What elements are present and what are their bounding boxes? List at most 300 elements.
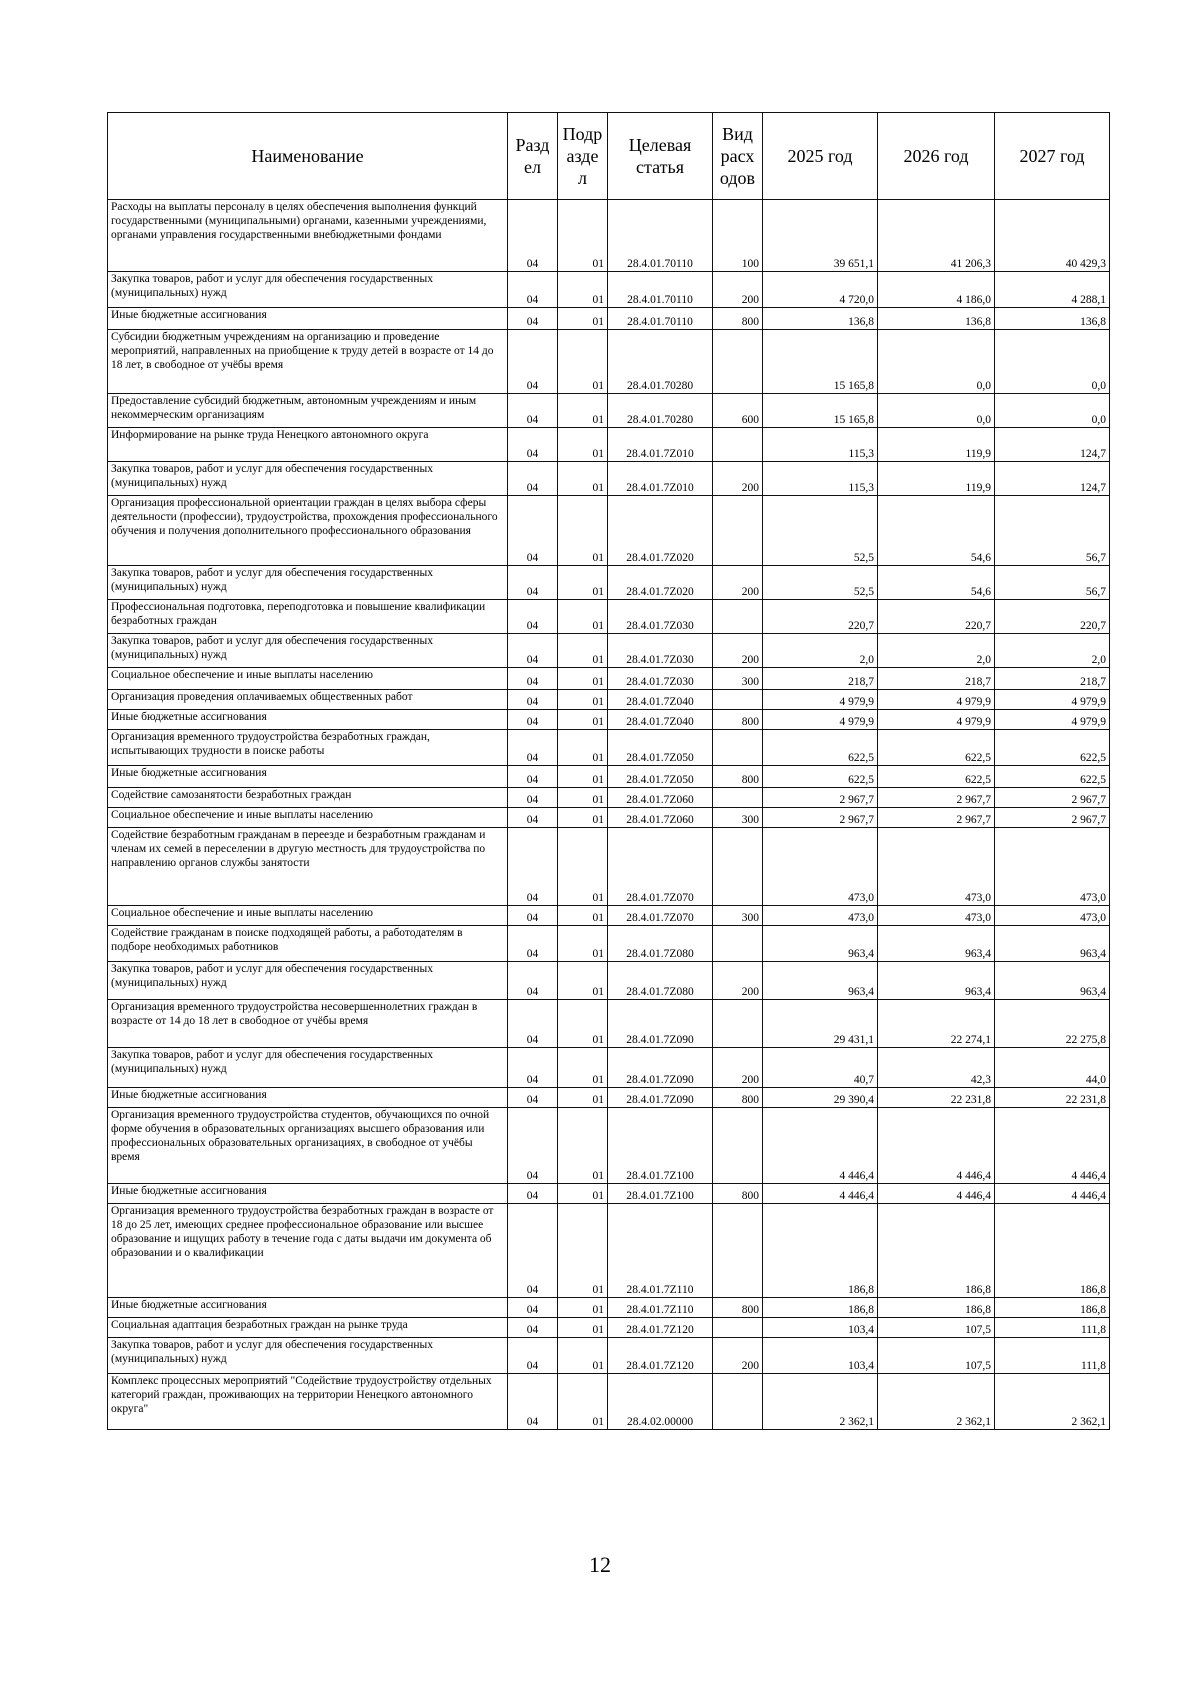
row-2025: 29 431,1 bbox=[763, 1000, 878, 1048]
row-section: 04 bbox=[508, 926, 558, 962]
row-name: Иные бюджетные ассигнования bbox=[108, 308, 508, 330]
table-row bbox=[108, 634, 1110, 668]
row-subsection: 01 bbox=[558, 1184, 608, 1204]
row-2025: 115,3 bbox=[763, 428, 878, 462]
row-section: 04 bbox=[508, 1108, 558, 1184]
row-name: Иные бюджетные ассигнования bbox=[108, 1298, 508, 1318]
row-2025: 15 165,8 bbox=[763, 330, 878, 394]
row-section: 04 bbox=[508, 668, 558, 690]
row-2025: 2 967,7 bbox=[763, 788, 878, 808]
table-row bbox=[108, 1338, 1110, 1374]
row-target: 28.4.01.7Z110 bbox=[608, 1298, 713, 1318]
row-2025: 218,7 bbox=[763, 668, 878, 690]
table-row bbox=[108, 566, 1110, 600]
table-row bbox=[108, 906, 1110, 926]
row-exptype: 800 bbox=[713, 710, 763, 730]
table-row bbox=[108, 1318, 1110, 1338]
row-name: Закупка товаров, работ и услуг для обеспечения государственных (муниципальных) нужд bbox=[108, 1048, 508, 1088]
row-2025: 622,5 bbox=[763, 766, 878, 788]
row-2026: 218,7 bbox=[878, 668, 995, 690]
header-2026: 2026 год bbox=[878, 113, 995, 200]
row-2026: 119,9 bbox=[878, 462, 995, 496]
row-2025: 186,8 bbox=[763, 1204, 878, 1298]
table-row bbox=[108, 710, 1110, 730]
row-exptype bbox=[713, 828, 763, 906]
row-name: Закупка товаров, работ и услуг для обеспечения государственных (муниципальных) нужд bbox=[108, 462, 508, 496]
row-exptype: 200 bbox=[713, 272, 763, 308]
row-exptype: 800 bbox=[713, 766, 763, 788]
table-row bbox=[108, 668, 1110, 690]
row-2027: 473,0 bbox=[995, 828, 1110, 906]
row-2026: 186,8 bbox=[878, 1204, 995, 1298]
row-section: 04 bbox=[508, 200, 558, 272]
row-target: 28.4.01.7Z030 bbox=[608, 600, 713, 634]
row-2025: 963,4 bbox=[763, 962, 878, 1000]
row-target: 28.4.01.7Z080 bbox=[608, 962, 713, 1000]
row-target: 28.4.01.7Z090 bbox=[608, 1000, 713, 1048]
row-2026: 4 446,4 bbox=[878, 1184, 995, 1204]
row-2025: 4 446,4 bbox=[763, 1184, 878, 1204]
row-2027: 22 275,8 bbox=[995, 1000, 1110, 1048]
row-subsection: 01 bbox=[558, 926, 608, 962]
row-2027: 56,7 bbox=[995, 496, 1110, 566]
row-2025: 4 446,4 bbox=[763, 1108, 878, 1184]
row-target: 28.4.01.7Z070 bbox=[608, 906, 713, 926]
row-2026: 622,5 bbox=[878, 730, 995, 766]
table-row bbox=[108, 272, 1110, 308]
row-2025: 2,0 bbox=[763, 634, 878, 668]
row-target: 28.4.01.7Z090 bbox=[608, 1048, 713, 1088]
row-2027: 40 429,3 bbox=[995, 200, 1110, 272]
row-section: 04 bbox=[508, 1184, 558, 1204]
row-subsection: 01 bbox=[558, 808, 608, 828]
row-subsection: 01 bbox=[558, 1338, 608, 1374]
row-section: 04 bbox=[508, 1318, 558, 1338]
row-2027: 0,0 bbox=[995, 330, 1110, 394]
row-subsection: 01 bbox=[558, 766, 608, 788]
row-2027: 136,8 bbox=[995, 308, 1110, 330]
table-row bbox=[108, 330, 1110, 394]
row-2026: 4 186,0 bbox=[878, 272, 995, 308]
row-name: Комплекс процессных мероприятий "Содействие трудоустройству отдельных категорий граждан, проживающих на территории Ненецкого автономного округа" bbox=[108, 1374, 508, 1430]
row-2025: 473,0 bbox=[763, 906, 878, 926]
row-subsection: 01 bbox=[558, 1088, 608, 1108]
row-name: Субсидии бюджетным учреждениям на организацию и проведение мероприятий, направленных на приобщение к труду детей в возрасте от 14 до 18 лет, в свободное от учёбы время bbox=[108, 330, 508, 394]
table-row bbox=[108, 926, 1110, 962]
row-target: 28.4.01.70110 bbox=[608, 272, 713, 308]
page-number: 12 bbox=[589, 1552, 611, 1577]
row-name: Организация временного трудоустройства безработных граждан в возрасте от 18 до 25 лет, имеющих среднее профессиональное образование или высшее образование и ищущих работу в течение года с даты выдачи им документа об образовании и о квалификации bbox=[108, 1204, 508, 1298]
budget-table bbox=[107, 112, 1110, 1430]
row-2025: 2 362,1 bbox=[763, 1374, 878, 1430]
row-exptype bbox=[713, 1374, 763, 1430]
row-exptype: 600 bbox=[713, 394, 763, 428]
row-exptype bbox=[713, 496, 763, 566]
row-exptype bbox=[713, 1108, 763, 1184]
row-2025: 29 390,4 bbox=[763, 1088, 878, 1108]
row-exptype bbox=[713, 1204, 763, 1298]
table-row bbox=[108, 1298, 1110, 1318]
row-section: 04 bbox=[508, 394, 558, 428]
row-2026: 4 979,9 bbox=[878, 710, 995, 730]
row-2025: 4 979,9 bbox=[763, 710, 878, 730]
row-section: 04 bbox=[508, 462, 558, 496]
row-exptype: 800 bbox=[713, 308, 763, 330]
row-section: 04 bbox=[508, 308, 558, 330]
row-subsection: 01 bbox=[558, 1108, 608, 1184]
row-2025: 115,3 bbox=[763, 462, 878, 496]
row-2026: 54,6 bbox=[878, 566, 995, 600]
row-2026: 22 231,8 bbox=[878, 1088, 995, 1108]
row-2027: 22 231,8 bbox=[995, 1088, 1110, 1108]
row-name: Организация профессиональной ориентации граждан в целях выбора сферы деятельности (профессии), трудоустройства, прохождения профессионального обучения и получения дополнительного профессионального образования bbox=[108, 496, 508, 566]
row-name: Организация временного трудоустройства несовершеннолетних граждан в возрасте от 14 до 18 лет в свободное от учёбы время bbox=[108, 1000, 508, 1048]
row-2027: 56,7 bbox=[995, 566, 1110, 600]
row-name: Социальная адаптация безработных граждан на рынке труда bbox=[108, 1318, 508, 1338]
row-2027: 2 967,7 bbox=[995, 788, 1110, 808]
row-subsection: 01 bbox=[558, 428, 608, 462]
row-2025: 963,4 bbox=[763, 926, 878, 962]
row-subsection: 01 bbox=[558, 1318, 608, 1338]
row-section: 04 bbox=[508, 906, 558, 926]
header-2027: 2027 год bbox=[995, 113, 1110, 200]
row-exptype bbox=[713, 428, 763, 462]
row-subsection: 01 bbox=[558, 1374, 608, 1430]
row-subsection: 01 bbox=[558, 566, 608, 600]
row-subsection: 01 bbox=[558, 634, 608, 668]
row-section: 04 bbox=[508, 428, 558, 462]
row-2025: 2 967,7 bbox=[763, 808, 878, 828]
row-section: 04 bbox=[508, 1298, 558, 1318]
row-2027: 4 979,9 bbox=[995, 710, 1110, 730]
row-2025: 15 165,8 bbox=[763, 394, 878, 428]
table-row bbox=[108, 1000, 1110, 1048]
row-2025: 103,4 bbox=[763, 1338, 878, 1374]
row-section: 04 bbox=[508, 1048, 558, 1088]
row-2027: 111,8 bbox=[995, 1318, 1110, 1338]
row-target: 28.4.01.7Z030 bbox=[608, 634, 713, 668]
row-target: 28.4.01.70110 bbox=[608, 308, 713, 330]
row-2026: 963,4 bbox=[878, 962, 995, 1000]
table-body bbox=[108, 200, 1110, 1430]
header-exptype: Вид расх одов bbox=[713, 113, 763, 200]
row-section: 04 bbox=[508, 600, 558, 634]
row-2026: 107,5 bbox=[878, 1338, 995, 1374]
row-target: 28.4.01.7Z080 bbox=[608, 926, 713, 962]
table-row bbox=[108, 428, 1110, 462]
table-row bbox=[108, 730, 1110, 766]
row-name: Иные бюджетные ассигнования bbox=[108, 1184, 508, 1204]
row-section: 04 bbox=[508, 1338, 558, 1374]
header-2025: 2025 год bbox=[763, 113, 878, 200]
row-2027: 2,0 bbox=[995, 634, 1110, 668]
row-target: 28.4.01.7Z040 bbox=[608, 690, 713, 710]
row-exptype: 800 bbox=[713, 1088, 763, 1108]
table-row bbox=[108, 1374, 1110, 1430]
row-section: 04 bbox=[508, 1204, 558, 1298]
table-row bbox=[108, 462, 1110, 496]
row-subsection: 01 bbox=[558, 690, 608, 710]
row-2027: 218,7 bbox=[995, 668, 1110, 690]
row-exptype bbox=[713, 788, 763, 808]
row-section: 04 bbox=[508, 828, 558, 906]
row-section: 04 bbox=[508, 808, 558, 828]
row-subsection: 01 bbox=[558, 788, 608, 808]
row-name: Организация временного трудоустройства безработных граждан, испытывающих трудности в поиске работы bbox=[108, 730, 508, 766]
row-exptype: 200 bbox=[713, 1048, 763, 1088]
row-target: 28.4.01.7Z050 bbox=[608, 766, 713, 788]
row-2026: 473,0 bbox=[878, 906, 995, 926]
row-2025: 4 979,9 bbox=[763, 690, 878, 710]
header-name: Наименование bbox=[108, 113, 508, 200]
table-row bbox=[108, 496, 1110, 566]
row-target: 28.4.01.70280 bbox=[608, 394, 713, 428]
row-2026: 4 979,9 bbox=[878, 690, 995, 710]
row-name: Иные бюджетные ассигнования bbox=[108, 1088, 508, 1108]
row-2026: 54,6 bbox=[878, 496, 995, 566]
row-subsection: 01 bbox=[558, 730, 608, 766]
table-row bbox=[108, 600, 1110, 634]
row-2026: 119,9 bbox=[878, 428, 995, 462]
row-subsection: 01 bbox=[558, 1204, 608, 1298]
row-target: 28.4.01.7Z100 bbox=[608, 1184, 713, 1204]
row-name: Закупка товаров, работ и услуг для обеспечения государственных (муниципальных) нужд bbox=[108, 566, 508, 600]
row-exptype: 300 bbox=[713, 668, 763, 690]
row-section: 04 bbox=[508, 1000, 558, 1048]
row-exptype: 300 bbox=[713, 808, 763, 828]
row-target: 28.4.01.7Z070 bbox=[608, 828, 713, 906]
row-name: Иные бюджетные ассигнования bbox=[108, 766, 508, 788]
row-2026: 963,4 bbox=[878, 926, 995, 962]
table-row bbox=[108, 1088, 1110, 1108]
row-2026: 107,5 bbox=[878, 1318, 995, 1338]
table-row bbox=[108, 1108, 1110, 1184]
row-target: 28.4.01.7Z020 bbox=[608, 496, 713, 566]
row-name: Информирование на рынке труда Ненецкого автономного округа bbox=[108, 428, 508, 462]
row-section: 04 bbox=[508, 962, 558, 1000]
row-2027: 186,8 bbox=[995, 1298, 1110, 1318]
row-name: Расходы на выплаты персоналу в целях обеспечения выполнения функций государственными (муниципальными) органами, казенными учреждениями, органами управления государственными внебюджетными фондами bbox=[108, 200, 508, 272]
row-name: Социальное обеспечение и иные выплаты населению bbox=[108, 808, 508, 828]
row-subsection: 01 bbox=[558, 1000, 608, 1048]
row-2025: 136,8 bbox=[763, 308, 878, 330]
row-target: 28.4.01.7Z120 bbox=[608, 1318, 713, 1338]
row-section: 04 bbox=[508, 710, 558, 730]
row-exptype: 200 bbox=[713, 962, 763, 1000]
row-exptype bbox=[713, 730, 763, 766]
row-2026: 0,0 bbox=[878, 330, 995, 394]
header-subsection: Подр азде л bbox=[558, 113, 608, 200]
row-2025: 103,4 bbox=[763, 1318, 878, 1338]
row-target: 28.4.01.7Z090 bbox=[608, 1088, 713, 1108]
row-target: 28.4.01.7Z010 bbox=[608, 462, 713, 496]
row-target: 28.4.01.7Z030 bbox=[608, 668, 713, 690]
row-name: Социальное обеспечение и иные выплаты населению bbox=[108, 668, 508, 690]
row-target: 28.4.01.7Z040 bbox=[608, 710, 713, 730]
row-section: 04 bbox=[508, 330, 558, 394]
row-2026: 220,7 bbox=[878, 600, 995, 634]
row-subsection: 01 bbox=[558, 200, 608, 272]
row-target: 28.4.01.7Z060 bbox=[608, 808, 713, 828]
row-2026: 2 967,7 bbox=[878, 808, 995, 828]
row-2026: 22 274,1 bbox=[878, 1000, 995, 1048]
table-row bbox=[108, 200, 1110, 272]
row-exptype bbox=[713, 926, 763, 962]
row-2026: 4 446,4 bbox=[878, 1108, 995, 1184]
row-exptype bbox=[713, 330, 763, 394]
row-2025: 52,5 bbox=[763, 496, 878, 566]
row-2025: 39 651,1 bbox=[763, 200, 878, 272]
table-row bbox=[108, 766, 1110, 788]
row-2026: 41 206,3 bbox=[878, 200, 995, 272]
row-subsection: 01 bbox=[558, 330, 608, 394]
row-2026: 2 967,7 bbox=[878, 788, 995, 808]
row-subsection: 01 bbox=[558, 308, 608, 330]
row-subsection: 01 bbox=[558, 496, 608, 566]
row-target: 28.4.01.7Z110 bbox=[608, 1204, 713, 1298]
row-section: 04 bbox=[508, 1374, 558, 1430]
row-2025: 186,8 bbox=[763, 1298, 878, 1318]
row-name: Содействие безработным гражданам в переезде и безработным гражданам и членам их семей в переселении в другую местность для трудоустройства по направлению органов службы занятости bbox=[108, 828, 508, 906]
row-exptype: 300 bbox=[713, 906, 763, 926]
row-exptype: 800 bbox=[713, 1298, 763, 1318]
table-row bbox=[108, 1204, 1110, 1298]
row-2027: 220,7 bbox=[995, 600, 1110, 634]
row-section: 04 bbox=[508, 496, 558, 566]
row-subsection: 01 bbox=[558, 462, 608, 496]
row-section: 04 bbox=[508, 1088, 558, 1108]
row-2026: 622,5 bbox=[878, 766, 995, 788]
row-2027: 44,0 bbox=[995, 1048, 1110, 1088]
row-2027: 4 979,9 bbox=[995, 690, 1110, 710]
row-exptype: 200 bbox=[713, 566, 763, 600]
row-exptype: 800 bbox=[713, 1184, 763, 1204]
row-subsection: 01 bbox=[558, 1298, 608, 1318]
row-2027: 4 446,4 bbox=[995, 1108, 1110, 1184]
row-section: 04 bbox=[508, 766, 558, 788]
row-2026: 0,0 bbox=[878, 394, 995, 428]
header-target: Целевая статья bbox=[608, 113, 713, 200]
row-2026: 2,0 bbox=[878, 634, 995, 668]
row-target: 28.4.01.7Z060 bbox=[608, 788, 713, 808]
row-section: 04 bbox=[508, 730, 558, 766]
row-exptype: 200 bbox=[713, 1338, 763, 1374]
row-2027: 111,8 bbox=[995, 1338, 1110, 1374]
row-exptype bbox=[713, 690, 763, 710]
row-subsection: 01 bbox=[558, 272, 608, 308]
table-row bbox=[108, 828, 1110, 906]
row-subsection: 01 bbox=[558, 394, 608, 428]
row-exptype: 100 bbox=[713, 200, 763, 272]
table-row bbox=[108, 1048, 1110, 1088]
row-2027: 2 362,1 bbox=[995, 1374, 1110, 1430]
row-2027: 186,8 bbox=[995, 1204, 1110, 1298]
row-2025: 4 720,0 bbox=[763, 272, 878, 308]
row-target: 28.4.01.7Z050 bbox=[608, 730, 713, 766]
row-section: 04 bbox=[508, 788, 558, 808]
row-name: Организация проведения оплачиваемых общественных работ bbox=[108, 690, 508, 710]
row-2027: 124,7 bbox=[995, 462, 1110, 496]
row-section: 04 bbox=[508, 272, 558, 308]
row-target: 28.4.01.7Z020 bbox=[608, 566, 713, 600]
row-name: Социальное обеспечение и иные выплаты населению bbox=[108, 906, 508, 926]
row-target: 28.4.02.00000 bbox=[608, 1374, 713, 1430]
row-2027: 2 967,7 bbox=[995, 808, 1110, 828]
table-row bbox=[108, 308, 1110, 330]
row-exptype: 200 bbox=[713, 462, 763, 496]
row-name: Иные бюджетные ассигнования bbox=[108, 710, 508, 730]
row-section: 04 bbox=[508, 690, 558, 710]
row-2026: 42,3 bbox=[878, 1048, 995, 1088]
row-name: Предоставление субсидий бюджетным, автономным учреждениям и иным некоммерческим организациям bbox=[108, 394, 508, 428]
row-2027: 622,5 bbox=[995, 766, 1110, 788]
row-2025: 473,0 bbox=[763, 828, 878, 906]
row-2026: 2 362,1 bbox=[878, 1374, 995, 1430]
row-subsection: 01 bbox=[558, 600, 608, 634]
row-name: Организация временного трудоустройства студентов, обучающихся по очной форме обучения в образовательных организациях высшего образования или профессиональных образовательных организациях, в свободное от учёбы время bbox=[108, 1108, 508, 1184]
row-2027: 4 288,1 bbox=[995, 272, 1110, 308]
row-2026: 473,0 bbox=[878, 828, 995, 906]
row-2027: 963,4 bbox=[995, 926, 1110, 962]
row-2027: 0,0 bbox=[995, 394, 1110, 428]
row-2026: 136,8 bbox=[878, 308, 995, 330]
row-2025: 40,7 bbox=[763, 1048, 878, 1088]
row-subsection: 01 bbox=[558, 962, 608, 1000]
table-row bbox=[108, 962, 1110, 1000]
row-name: Профессиональная подготовка, переподготовка и повышение квалификации безработных граждан bbox=[108, 600, 508, 634]
row-subsection: 01 bbox=[558, 668, 608, 690]
header-row bbox=[108, 113, 1110, 200]
row-2027: 124,7 bbox=[995, 428, 1110, 462]
row-subsection: 01 bbox=[558, 828, 608, 906]
row-2026: 186,8 bbox=[878, 1298, 995, 1318]
row-subsection: 01 bbox=[558, 710, 608, 730]
table-row bbox=[108, 394, 1110, 428]
row-exptype bbox=[713, 1000, 763, 1048]
row-2025: 220,7 bbox=[763, 600, 878, 634]
row-subsection: 01 bbox=[558, 906, 608, 926]
table-row bbox=[108, 788, 1110, 808]
row-exptype bbox=[713, 600, 763, 634]
row-name: Закупка товаров, работ и услуг для обеспечения государственных (муниципальных) нужд bbox=[108, 1338, 508, 1374]
row-target: 28.4.01.70110 bbox=[608, 200, 713, 272]
row-target: 28.4.01.7Z010 bbox=[608, 428, 713, 462]
row-name: Содействие самозанятости безработных граждан bbox=[108, 788, 508, 808]
header-section: Разд ел bbox=[508, 113, 558, 200]
row-2027: 473,0 bbox=[995, 906, 1110, 926]
row-exptype bbox=[713, 1318, 763, 1338]
row-target: 28.4.01.7Z100 bbox=[608, 1108, 713, 1184]
row-2027: 622,5 bbox=[995, 730, 1110, 766]
row-2025: 52,5 bbox=[763, 566, 878, 600]
row-name: Содействие гражданам в поиске подходящей работы, а работодателям в подборе необходимых работников bbox=[108, 926, 508, 962]
row-name: Закупка товаров, работ и услуг для обеспечения государственных (муниципальных) нужд bbox=[108, 272, 508, 308]
row-section: 04 bbox=[508, 634, 558, 668]
row-2025: 622,5 bbox=[763, 730, 878, 766]
row-name: Закупка товаров, работ и услуг для обеспечения государственных (муниципальных) нужд bbox=[108, 962, 508, 1000]
row-section: 04 bbox=[508, 566, 558, 600]
table-row bbox=[108, 1184, 1110, 1204]
row-2027: 4 446,4 bbox=[995, 1184, 1110, 1204]
table-row bbox=[108, 808, 1110, 828]
row-subsection: 01 bbox=[558, 1048, 608, 1088]
row-name: Закупка товаров, работ и услуг для обеспечения государственных (муниципальных) нужд bbox=[108, 634, 508, 668]
row-target: 28.4.01.7Z120 bbox=[608, 1338, 713, 1374]
table-row bbox=[108, 690, 1110, 710]
row-target: 28.4.01.70280 bbox=[608, 330, 713, 394]
row-2027: 963,4 bbox=[995, 962, 1110, 1000]
row-exptype: 200 bbox=[713, 634, 763, 668]
